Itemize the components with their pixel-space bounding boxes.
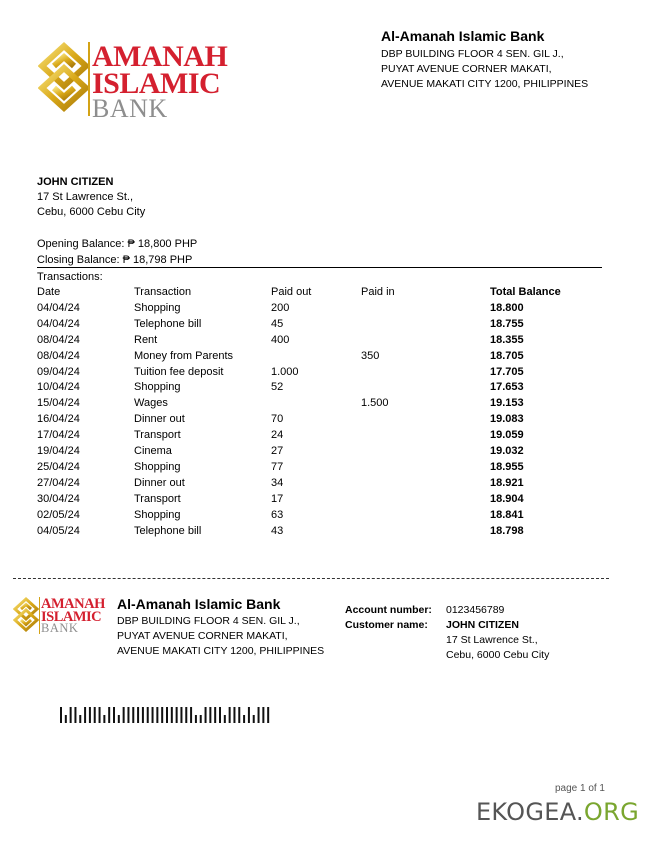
footer-bank-name: Al-Amanah Islamic Bank [117,596,281,612]
cell-date: 04/04/24 [37,301,80,314]
table-row [37,412,597,428]
table-header-row [37,285,597,301]
cell-paid-in [361,476,490,492]
barcode [60,707,272,723]
cell-paid-in [361,380,490,396]
header-paid-in: Paid in [361,286,395,298]
customer-block [37,175,145,220]
barcode-bar [70,707,72,723]
barcode-bar [108,707,110,723]
barcode-bar [248,707,250,723]
barcode-bar [229,707,231,723]
cell-paid-in [361,317,490,333]
watermark-main: EKOGEA. [475,798,584,826]
table-row [37,317,597,333]
barcode-bar [113,707,115,723]
cell-paid-out: 400 [271,333,290,346]
barcode-bar [152,707,154,723]
cell-total-balance: 18.921 [490,476,524,489]
cell-paid-out: 27 [271,445,284,458]
bank-address-line: AVENUE MAKATI CITY 1200, PHILIPPINES [381,78,589,90]
barcode-bar [118,715,120,723]
customer-address-line: 17 St Lawrence St., [446,634,538,646]
barcode-bar [156,707,158,723]
cell-total-balance: 18.955 [490,460,524,473]
cell-paid-in [361,508,490,524]
footer-address-line: AVENUE MAKATI CITY 1200, PHILIPPINES [117,645,325,657]
watermark [476,798,639,826]
account-info [345,603,549,663]
barcode-bar [103,715,105,723]
cell-paid-out: 24 [271,429,284,442]
table-row [37,301,597,317]
cell-paid-out: 200 [271,301,290,314]
barcode-bar [200,715,202,723]
cell-paid-in [361,524,490,540]
cell-paid-in [361,460,490,476]
cell-date: 04/05/24 [37,524,80,537]
cell-total-balance: 19.083 [490,413,524,426]
cell-paid-out [271,396,361,412]
cell-paid-in: 1.500 [361,397,389,410]
bank-logo-small [13,596,113,636]
cell-transaction: Money from Parents [134,349,234,362]
cell-total-balance: 17.705 [490,365,524,378]
table-row [37,428,597,444]
barcode-bar [209,707,211,723]
logo-word-islamic: ISLAMIC [41,608,102,625]
header-transaction: Transaction [134,286,192,298]
cell-paid-in [361,333,490,349]
table-row [37,349,597,365]
bank-address-line: PUYAT AVENUE CORNER MAKATI, [381,63,552,75]
cell-paid-out: 63 [271,508,284,521]
cell-total-balance: 19.059 [490,429,524,442]
opening-balance-label: Opening Balance: [37,238,125,250]
cell-transaction: Telephone bill [134,317,202,330]
barcode-bar [166,707,168,723]
cell-transaction: Dinner out [134,476,185,489]
cell-date: 08/04/24 [37,349,80,362]
cell-transaction: Dinner out [134,413,185,426]
logo-word-bank: BANK [92,94,168,123]
customer-name-label: Customer name: [345,619,428,631]
barcode-bar [94,707,96,723]
closing-balance [37,252,197,268]
barcode-bar [190,707,192,723]
tear-off-line [13,578,609,579]
table-row [37,524,597,540]
cell-paid-in [361,365,490,381]
bank-header [381,28,588,92]
cell-paid-in: 350 [361,349,380,362]
table-row [37,333,597,349]
cell-paid-out: 1.000 [271,365,299,378]
table-row [37,476,597,492]
customer-address-line: 17 St Lawrence St., [37,191,133,203]
cell-paid-out: 70 [271,413,284,426]
barcode-bar [224,715,226,723]
cell-total-balance: 18.755 [490,317,524,330]
footer-address-line: PUYAT AVENUE CORNER MAKATI, [117,630,288,642]
account-number-value: 0123456789 [446,604,505,616]
cell-total-balance: 19.032 [490,445,524,458]
cell-total-balance: 17.653 [490,381,524,394]
logo-emblem-icon [13,596,39,634]
cell-date: 02/05/24 [37,508,80,521]
barcode-bar [262,707,264,723]
cell-date: 09/04/24 [37,365,80,378]
barcode-bar [258,707,260,723]
cell-total-balance: 18.841 [490,508,524,521]
customer-address-line: Cebu, 6000 Cebu City [37,206,146,218]
logo-emblem-icon [38,40,90,116]
bank-logo [38,40,228,123]
customer-name: JOHN CITIZEN [37,176,114,188]
transactions-label: Transactions: [37,271,103,283]
cell-paid-in [361,444,490,460]
cell-transaction: Telephone bill [134,524,202,537]
table-row [37,508,597,524]
cell-transaction: Transport [134,429,181,442]
bank-name: Al-Amanah Islamic Bank [381,28,545,44]
cell-transaction: Shopping [134,381,181,394]
barcode-bar [84,707,86,723]
barcode-bar [205,707,207,723]
cell-transaction: Cinema [134,445,172,458]
cell-transaction: Shopping [134,508,181,521]
cell-date: 15/04/24 [37,397,80,410]
header-total-balance: Total Balance [490,286,561,298]
cell-date: 30/04/24 [37,492,80,505]
cell-date: 19/04/24 [37,445,80,458]
cell-paid-out: 52 [271,381,284,394]
barcode-bar [176,707,178,723]
watermark-accent: ORG [583,798,639,826]
logo-word-bank: BANK [41,621,79,635]
barcode-bar [147,707,149,723]
barcode-bar [267,707,269,723]
table-row [37,380,597,396]
page-number: page 1 of 1 [554,783,605,794]
customer-name-value: JOHN CITIZEN [446,619,519,631]
cell-paid-out: 17 [271,492,284,505]
cell-paid-out: 77 [271,460,284,473]
cell-date: 08/04/24 [37,333,80,346]
barcode-bar [214,707,216,723]
header-paid-out: Paid out [271,286,312,298]
cell-transaction: Rent [134,333,158,346]
cell-transaction: Wages [134,397,168,410]
logo-word-amanah: AMANAH [41,596,105,612]
table-row [37,492,597,508]
cell-transaction: Shopping [134,460,181,473]
barcode-bar [238,707,240,723]
barcode-bar [233,707,235,723]
cell-total-balance: 18.705 [490,349,524,362]
cell-transaction: Shopping [134,301,181,314]
bank-address-line: DBP BUILDING FLOOR 4 SEN. GIL J., [381,48,564,60]
logo-word-islamic: ISLAMIC [92,67,221,100]
divider [37,267,602,268]
closing-balance-value: ₱ 18,798 PHP [122,254,193,266]
barcode-bar [219,707,221,723]
barcode-graphic [60,707,272,723]
cell-paid-out: 43 [271,524,284,537]
barcode-bar [195,715,197,723]
table-row [37,444,597,460]
barcode-bar [74,707,76,723]
barcode-bar [89,707,91,723]
cell-date: 04/04/24 [37,317,80,330]
cell-paid-in [361,412,490,428]
barcode-bar [243,715,245,723]
table-row [37,396,597,412]
table-row [37,460,597,476]
opening-balance [37,236,197,252]
cell-date: 17/04/24 [37,429,80,442]
barcode-bar [65,715,67,723]
barcode-bar [253,715,255,723]
balance-summary [37,236,197,268]
barcode-bar [142,707,144,723]
cell-date: 25/04/24 [37,460,80,473]
cell-date: 10/04/24 [37,381,80,394]
footer-address-line: DBP BUILDING FLOOR 4 SEN. GIL J., [117,615,300,627]
barcode-bar [132,707,134,723]
cell-paid-out: 34 [271,476,284,489]
cell-date: 16/04/24 [37,413,80,426]
closing-balance-label: Closing Balance: [37,254,120,266]
table-row [37,365,597,381]
cell-total-balance: 18.798 [490,524,524,537]
cell-date: 27/04/24 [37,476,80,489]
logo-word-amanah: AMANAH [92,40,228,73]
transactions-table [37,285,597,540]
cell-transaction: Transport [134,492,181,505]
cell-paid-out [271,349,361,365]
cell-transaction: Tuition fee deposit [134,365,224,378]
cell-total-balance: 18.355 [490,333,524,346]
barcode-bar [171,707,173,723]
account-number-label: Account number: [345,604,432,616]
cell-total-balance: 18.800 [490,301,524,314]
opening-balance-value: ₱ 18,800 PHP [127,238,198,250]
barcode-bar [60,707,62,723]
barcode-bar [185,707,187,723]
cell-paid-in [361,428,490,444]
cell-total-balance: 18.904 [490,492,524,505]
barcode-bar [161,707,163,723]
barcode-bar [79,715,81,723]
barcode-bar [127,707,129,723]
customer-address-line: Cebu, 6000 Cebu City [446,649,550,661]
cell-paid-out: 45 [271,317,284,330]
cell-total-balance: 19.153 [490,397,524,410]
footer-bank-info [117,596,324,659]
header-date: Date [37,286,61,298]
barcode-bar [99,707,101,723]
barcode-bar [180,707,182,723]
barcode-bar [123,707,125,723]
cell-paid-in [361,301,490,317]
barcode-bar [137,707,139,723]
cell-paid-in [361,492,490,508]
transactions-section [37,270,597,540]
